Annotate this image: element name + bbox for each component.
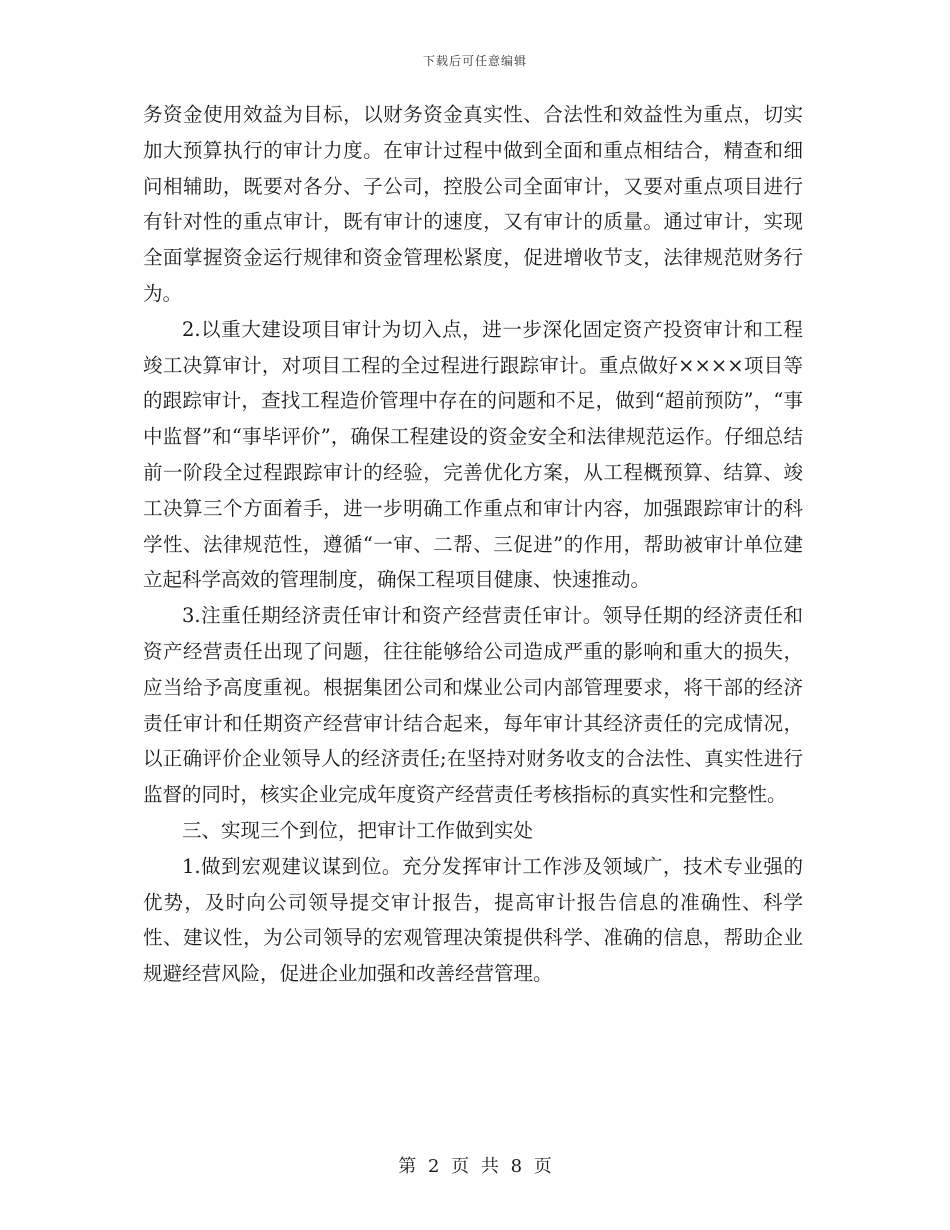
paragraph-3: 3.注重任期经济责任审计和资产经营责任审计。领导任期的经济责任和资产经营责任出现了问题，往往能够给公司造成严重的影响和重大的损失，应当给予高度重视。根据集团公司和煤业公司内部管理要求，将干部的经济责任审计和任期资产经营审计结合起来，每年审计其经济责任的完成情况，以正确评价企业领导人的经济责任;在坚持对财务收支的合法性、真实性进行监督的同时，核实企业完成年度资产经营责任考核指标的真实性和完整性。 [143,604,803,807]
section-heading: 三、实现三个到位，把审计工作做到实处 [182,818,534,842]
page-number: 第 2 页 共 8 页 [398,1156,552,1177]
paragraph-4: 1.做到宏观建议谋到位。充分发挥审计工作涉及领域广，技术专业强的优势，及时向公司领导提交审计报告，提高审计报告信息的准确性、科学性、建议性，为公司领导的宏观管理决策提供科学、准确的信息，帮助企业规避经营风险，促进企业加强和改善经营管理。 [143,854,803,986]
paragraph-2: 2.以重大建设项目审计为切入点，进一步深化固定资产投资审计和工程竣工决算审计，对项目工程的全过程进行跟踪审计。重点做好××××项目等的跟踪审计，查找工程造价管理中存在的问题和不足，做到“超前预防”，“事中监督”和“事毕评价”，确保工程建设的资金安全和法律规范运作。仔细总结前一阶段全过程跟踪审计的经验，完善优化方案，从工程概预算、结算、竣工决算三个方面着手，进一步明确工作重点和审计内容，加强跟踪审计的科学性、法律规范性，遵循“一审、二帮、三促进”的作用，帮助被审计单位建立起科学高效的管理制度，确保工程项目健康、快速推动。 [143,317,803,592]
document-body [143,97,803,992]
paragraph-1: 务资金使用效益为目标，以财务资金真实性、合法性和效益性为重点，切实加大预算执行的审计力度。在审计过程中做到全面和重点相结合，精查和细问相辅助，既要对各分、子公司，控股公司全面审计，又要对重点项目进行有针对性的重点审计，既有审计的速度，又有审计的质量。通过审计，实现全面掌握资金运行规律和资金管理松紧度，促进增收节支，法律规范财务行为。 [143,103,803,305]
page-header: 下载后可任意编辑 [422,54,527,68]
